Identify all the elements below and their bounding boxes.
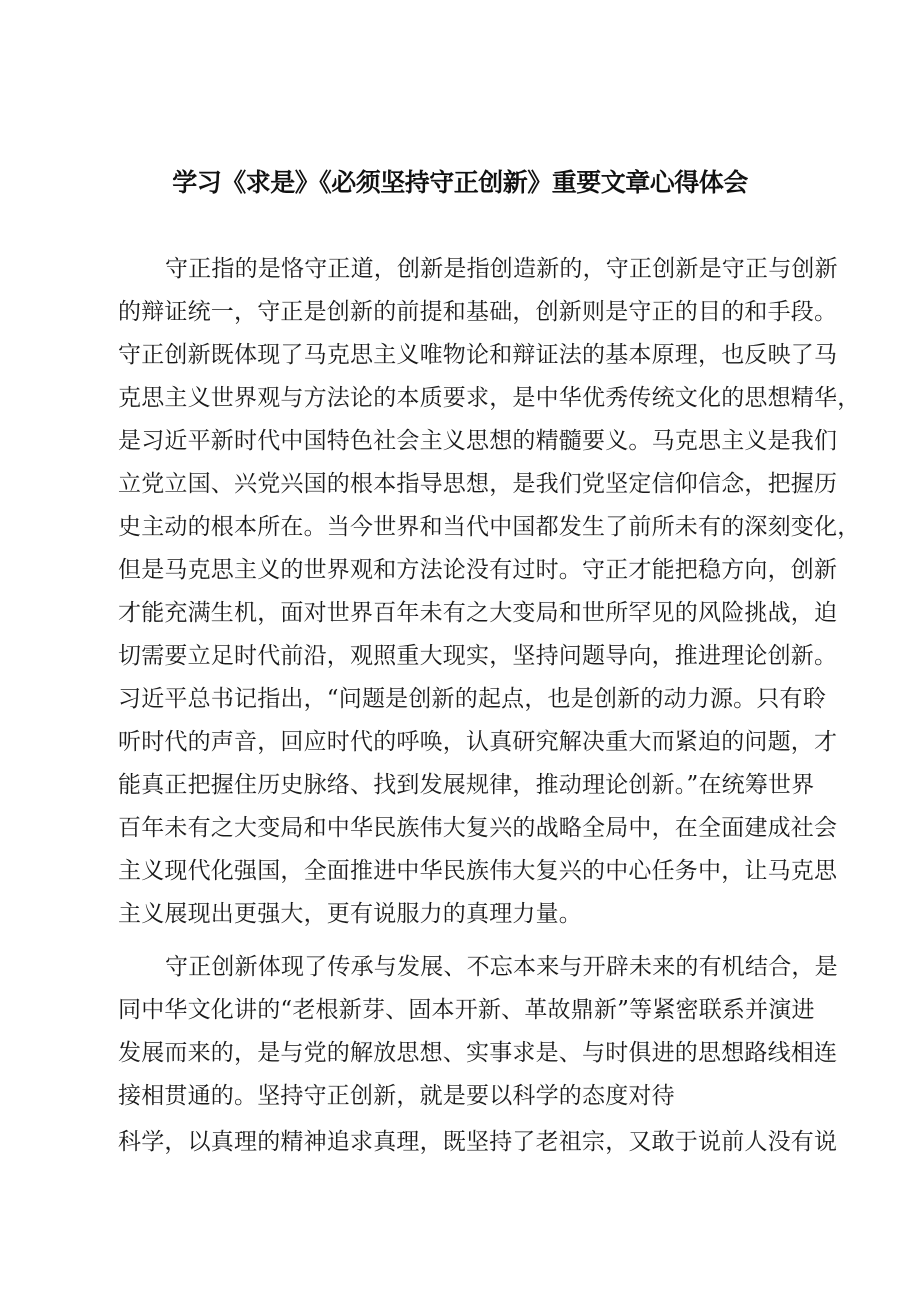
paragraph-line: 主义展现出更强大，更有说服力的真理力量。	[118, 901, 582, 927]
document-title: 学习《求是》《必须坚持守正创新》重要文章心得体会	[172, 168, 748, 197]
paragraph-line: 史主动的根本所在。当今世界和当代中国都发生了前所未有的深刻变化，	[118, 514, 861, 540]
paragraph-line: 切需要立足时代前沿，观照重大现实，坚持问题导向，推进理论创新。	[118, 643, 838, 669]
paragraph-line: 百年未有之大变局和中华民族伟大复兴的战略全局中，在全面建成社会	[118, 815, 838, 841]
paragraph-line: 但是马克思主义的世界观和方法论没有过时。守正才能把稳方向，创新	[118, 557, 838, 583]
paragraph-line: 发展而来的，是与党的解放思想、实事求是、与时俱进的思想路线相连	[118, 1040, 838, 1066]
paragraph-line: 接相贯通的。坚持守正创新，就是要以科学的态度对待	[118, 1083, 675, 1109]
paragraph-line: 能真正把握住历史脉络、找到发展规律，推动理论创新。”在统筹世界	[118, 772, 815, 798]
paragraph-line: 主义现代化强国，全面推进中华民族伟大复兴的中心任务中，让马克思	[118, 858, 838, 884]
paragraph-line: 才能充满生机，面对世界百年未有之大变局和世所罕见的风险挑战，迫	[118, 600, 838, 626]
paragraph-line: 科学，以真理的精神追求真理，既坚持了老祖宗，又敢于说前人没有说	[118, 1129, 838, 1155]
paragraph-line: 守正指的是恪守正道，创新是指创造新的，守正创新是守正与创新	[165, 256, 838, 282]
paragraph-line: 守正创新体现了传承与发展、不忘本来与开辟未来的有机结合，是	[165, 954, 838, 980]
paragraph-line: 的辩证统一，守正是创新的前提和基础，创新则是守正的目的和手段。	[118, 299, 838, 325]
paragraph-line: 立党立国、兴党兴国的根本指导思想，是我们党坚定信仰信念，把握历	[118, 471, 838, 497]
paragraph-line: 是习近平新时代中国特色社会主义思想的精髓要义。马克思主义是我们	[118, 428, 838, 454]
paragraph-line: 守正创新既体现了马克思主义唯物论和辩证法的基本原理，也反映了马	[118, 342, 838, 368]
paragraph-line: 克思主义世界观与方法论的本质要求，是中华优秀传统文化的思想精华，	[118, 385, 861, 411]
paragraph-line: 习近平总书记指出，“问题是创新的起点，也是创新的动力源。只有聆	[118, 686, 826, 712]
paragraph-line: 同中华文化讲的“老根新芽、固本开新、革故鼎新”等紧密联系并演进	[118, 997, 815, 1023]
paragraph-line: 听时代的声音，回应时代的呼唤，认真研究解决重大而紧迫的问题，才	[118, 729, 838, 755]
